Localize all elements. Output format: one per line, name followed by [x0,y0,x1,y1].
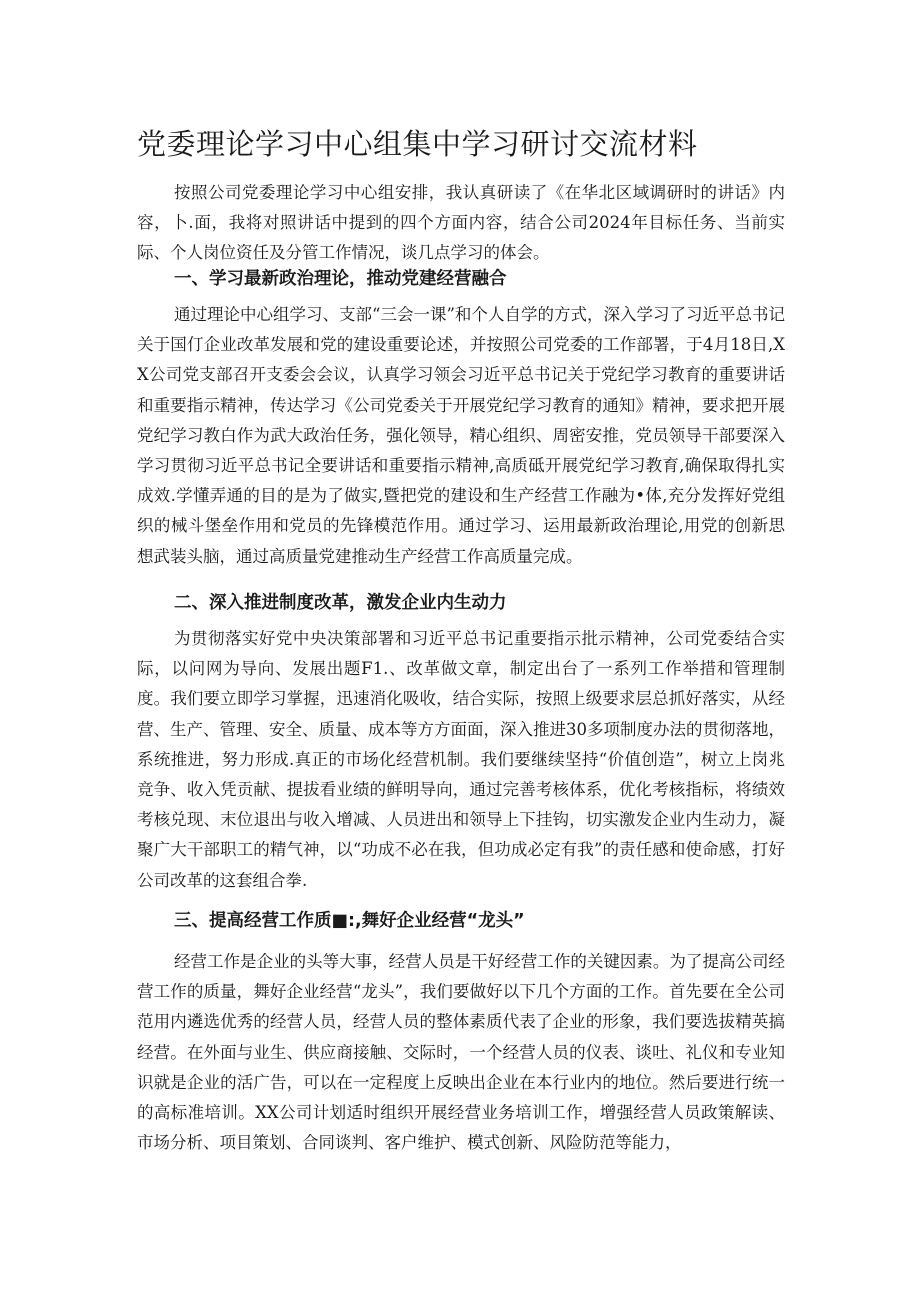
intro-paragraph: 按照公司党委理论学习中心组安排，我认真研读了《在华北区域调研时的讲话》内容，卜.面，我将对照讲话中提到的四个方面内容，结合公司2024年目标任务、当前实际、个人岗位资任及分管工作情况，谈几点学习的体会。 [137,183,785,263]
section-body-1: 通过理论中心组学习、支部“三会一课”和个人自学的方式，深入学习了习近平总书记关于国仃企业改革发展和党的建设重要论述，并按照公司党委的工作部署，于4月18日,XX公司党支部召开支委会会议，认真学习领会习近平总书记关于党纪学习教育的重要讲话和重要指示精神，传达学习《公司党委关于开展党纪学习教育的通知》精神，要求把开展党纪学习教白作为武大政治任务，强化领导，精心组织、周密安推，党员领导干部要深入学习贯彻习近平总书记全要讲话和重要指示精神,高质砥开展党纪学习教育,确保取得扎实成效.学懂弄通的目的是为了做实,暨把党的建设和生产经营工作融为•体,充分发挥好党组织的械斗堡垒作用和党员的先锋模范作用。通过学习、运用最新政治理论,用党的创新思想武装头脑，通过高质量党建推动生产经营工作高质量完成。 [137,305,785,566]
section-heading-1: 一、学习最新政治理论，推动党建经营融合 [174,269,507,289]
section-heading-2: 二、深入推进制度改革，激发企业内生动力 [174,593,507,613]
section-body-2: 为贯彻落实好党中央决策部署和习近平总书记重要指示批示精神，公司党委结合实际，以问网为导向、发展出题F1.、改革做文章，制定出台了一系列工作举措和管理制度。我们要立即学习掌握，迅速消化吸收，结合实际，按照上级要求层总抓好落实，从经营、生产、管理、安全、质量、成本等方方面面，深入推进30多项制度办法的贯彻落地，系统推进，努力形成.真正的市场化经营机制。我们要继续坚持“价值创造”，树立上岗兆竞争、收入凭贡献、提拔看业绩的鲜明导向，通过完善考核体系，优化考核指标，将绩效考核兑现、末位退出与收入增减、人员进出和领导上下挂钩，切实激发企业内生动力，凝聚广大干部职工的精气神，以“功成不必在我，但功成必定有我”的责任感和使命感，打好公司改革的这套组合拳. [137,629,785,890]
section-heading-3: 三、提高经营工作质■:,舞好企业经营“龙头” [174,911,525,931]
document-title: 党委理论学习中心组集中学习研讨交流材料 [137,127,698,161]
section-body-3: 经营工作是企业的头等大事，经营人员是干好经营工作的关键因素。为了提高公司经营工作的质量，舞好企业经营“龙头”，我们要做好以下几个方面的工作。首先要在全公司范用内遴选优秀的经营人员，经营人员的整体素质代表了企业的形象，我们要选拔精英搞经营。在外面与业生、供应商接触、交际时，一个经营人员的仪表、谈吐、礼仪和专业知识就是企业的活广告，可以在一定程度上反映出企业在本行业内的地位。然后要进行统一的高标准培训。XX公司计划适时组织开展经营业务培训工作，增强经营人员政策解读、市场分析、项目策划、合同谈判、客户维护、模式创新、风险防范等能力， [137,952,785,1153]
